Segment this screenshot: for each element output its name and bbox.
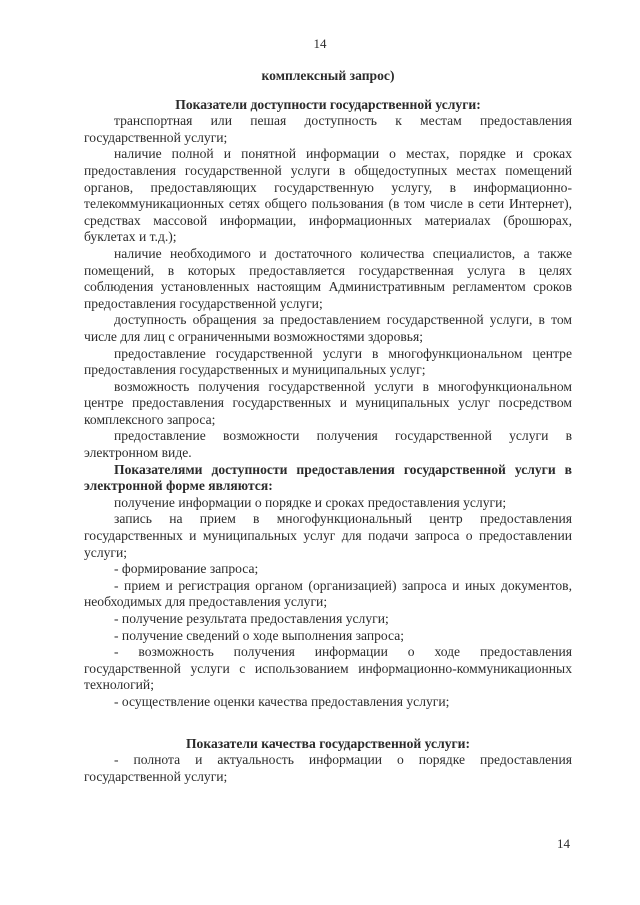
electronic-item: - возможность получения информации о ходе предоставления государственной услуги с использованием информационно-коммуникационных технологий;: [84, 644, 572, 693]
quality-item: - полнота и актуальность информации о порядке предоставления государственной услуги;: [84, 752, 572, 784]
electronic-item: - осуществление оценки качества предоставления услуги;: [114, 693, 450, 709]
accessibility-list: [84, 113, 572, 461]
accessibility-item: наличие полной и понятной информации о местах, порядке и сроках предоставления государственной услуги в общедоступных местах помещений органов, предоставляющих государственную услугу, в информационно-телекоммуникационных сетях общего пользования (в том числе в сети Интернет), средствах массовой информации, информационных материалах (брошюрах, буклетах и т.д.);: [84, 146, 572, 245]
accessibility-item: возможность получения государственной услуги в многофункциональном центре предоставления государственных и муниципальных услуг посредством комплексного запроса;: [84, 378, 572, 427]
electronic-item: получение информации о порядке и сроках предоставления услуги;: [114, 494, 507, 510]
quality-list: [84, 752, 572, 785]
accessibility-item: предоставление возможности получения государственной услуги в электронном виде.: [84, 428, 572, 461]
electronic-item: - получение результата предоставления услуги;: [114, 611, 389, 626]
page-number-top: 14: [313, 36, 327, 51]
page-body: [84, 68, 572, 785]
electronic-list: [84, 495, 572, 711]
electronic-item: - прием и регистрация органом (организацией) запроса и иных документов, необходимых для предоставления услуги;: [84, 577, 572, 610]
accessibility-item: наличие необходимого и достаточного количества специалистов, а также помещений, в которых предоставляется государственная услуга в целях соблюдения установленных настоящим Административным регламентом сроков предоставления государственной услуги;: [84, 245, 572, 311]
heading-accessibility: Показатели доступности государственной услуги:: [175, 96, 481, 112]
accessibility-item: транспортная или пешая доступность к местам предоставления государственной услуги;: [84, 113, 572, 145]
page-number-bottom: 14: [557, 836, 570, 851]
electronic-item: - получение сведений о ходе выполнения запроса;: [114, 627, 405, 643]
spacer: [84, 85, 572, 97]
accessibility-item: предоставление государственной услуги в многофункциональном центре предоставления государственных и муниципальных услуг;: [84, 345, 572, 378]
electronic-item: запись на прием в многофункциональный центр предоставления государственных и муниципальных услуг для подачи запроса о предоставлении услуги;: [84, 511, 572, 560]
heading-electronic-form: Показателями доступности предоставления государственной услуги в электронной форме являются:: [84, 461, 572, 494]
lead-line: комплексный запрос): [261, 68, 395, 83]
heading-quality: Показатели качества государственной услуги:: [185, 735, 471, 751]
accessibility-item: доступность обращения за предоставлением государственной услуги, в том числе для лиц с ограниченными возможностями здоровья;: [84, 312, 572, 344]
electronic-item: - формирование запроса;: [114, 561, 259, 577]
spacer: [84, 711, 572, 736]
